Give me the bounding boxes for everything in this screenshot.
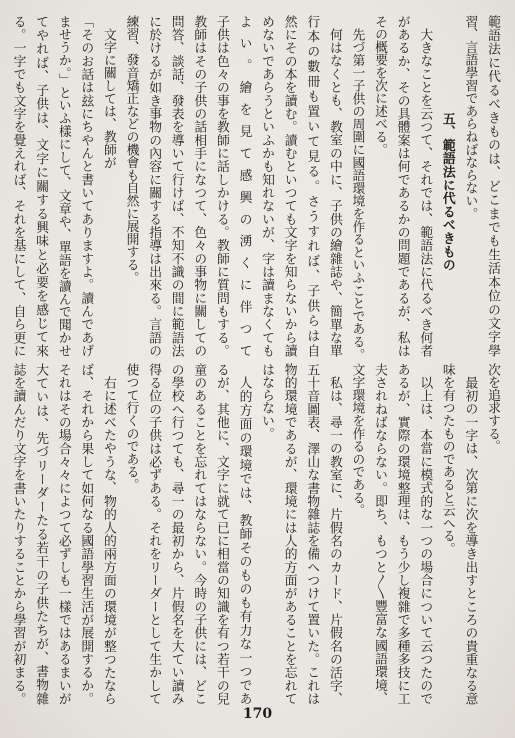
text-column: 大ていは、先づリーダーたる若干の子供たちが、書物雜	[33, 363, 49, 705]
text-column: ば、それから果して如何なる國語學習生活が展開するか。	[78, 363, 94, 705]
text-column: 私は、尋一の教室に、片假名のカード、片假名の活字、	[326, 375, 342, 705]
text-column: 五十音圖表、澤山な書物雜誌を備へつけて置いた。これは	[304, 363, 320, 705]
text-column: はならない。	[259, 363, 275, 440]
text-column: 範語法に代るべきものは、どこまでも生活本位の文字學	[485, 15, 500, 357]
text-column: 然にその本を讀む。讀むといつても文字を知らないから讀	[281, 15, 297, 357]
lower-text-block	[5, 363, 503, 705]
text-column: てやれば、子供は、文字に關する興味と必要を感じて來	[33, 15, 49, 357]
text-column: 行本の數冊も置いて見る。さうすれば、子供らは自	[304, 15, 320, 357]
text-column: があるか、その具體案は何であるかの問題であるが、私は	[394, 15, 410, 357]
text-column: 使つて行くのである。	[123, 363, 139, 491]
text-column: あるが、實際の環境整理は、もう少し複雜で多種多技に工	[394, 363, 410, 705]
text-column: 得る位の子供は必ずある。それをリーダーとして生かして	[146, 363, 162, 705]
text-column: 「そのお話は玆にちやんと書いてありますよ。讀んであげ	[78, 15, 94, 357]
text-column: 最初の一字は、次第に次を導き出すところの貴重なる意	[462, 375, 478, 705]
page-number: 170	[242, 706, 273, 722]
text-column: 次を追求する。	[485, 363, 500, 453]
text-column: 練習、發音矯正などの機會も自然に展開する。	[123, 15, 139, 284]
text-column: 大きなことを云つて、それでは、範語法に代るべき何者	[417, 27, 433, 357]
text-column: 何はなくとも、教室の中に、子供の繪雜誌や、簡單な單	[326, 27, 342, 357]
text-column: 童のあることを忘れてはならない。今時の子供には、どこ	[191, 363, 207, 705]
text-column: めないであらうといふかも知れないが、字は讀まなくても	[259, 15, 275, 357]
text-column: 以上は、本當に模式的な一つの場合について云つたので	[417, 375, 433, 705]
text-column: 物的環境であるが、環境には人的方面があることを忘れて	[281, 363, 297, 705]
text-column: 文字環境を作るのである。	[349, 363, 365, 517]
text-column: 問答、談話、發表を導いて行けば、不知不識の間に範語法	[168, 15, 184, 357]
text-column: 誌を讀んだり文字を書いたりすることから學習が初まる。	[10, 363, 26, 705]
text-column: 先づ第一子供の周圍に國語環境を作るといふことである。	[349, 27, 365, 361]
text-column: それはその場合々々によつて必ずしも一樣ではあるまいが	[55, 363, 71, 705]
text-column: 夫されねばならない。即ち、もつと〳〵豐富な國語環境、	[372, 363, 388, 705]
upper-text-block	[5, 15, 503, 361]
text-column: の學校へ行つても、尋一の最初から、片假名を大てい讀み	[168, 363, 184, 705]
text-column: るが、其他に、文字に就て已に相當の知識を有つ若干の兒	[213, 363, 229, 705]
text-column: ませうか。」といふ樣にして、文章や、單語を讀んで聞かせ	[55, 15, 71, 357]
section-heading: 五、範語法に代るべきもの	[439, 112, 455, 272]
text-column: 教師はその子供の話相手になつて、色々の事物に關しての	[191, 15, 207, 357]
text-column: 人的方面の環境では、教師そのものも有力な一つであ	[236, 375, 252, 705]
text-column: 文字に關しては、教師が	[100, 27, 116, 169]
text-column: 習、言語學習であらねばならない。	[462, 15, 478, 220]
text-column: る。一字でも文字を覺えれば、それを基にして、自ら更に	[10, 15, 26, 357]
text-column: よい。繪を見て感興の湧くに伴つて	[236, 15, 252, 357]
text-column: に於けるが如き事物の內容に關する指導は出來る。言語の	[146, 15, 162, 357]
text-column: 子供は色々の事を教師に話しかける。教師に質問もする。	[213, 15, 229, 357]
text-column: 右に述べたやうな、物的人的兩方面の環境が整つたなら	[100, 375, 116, 705]
text-column: 味を有つたものであると云へる。	[439, 363, 455, 555]
text-column: その概要を次に述べる。	[372, 15, 388, 156]
